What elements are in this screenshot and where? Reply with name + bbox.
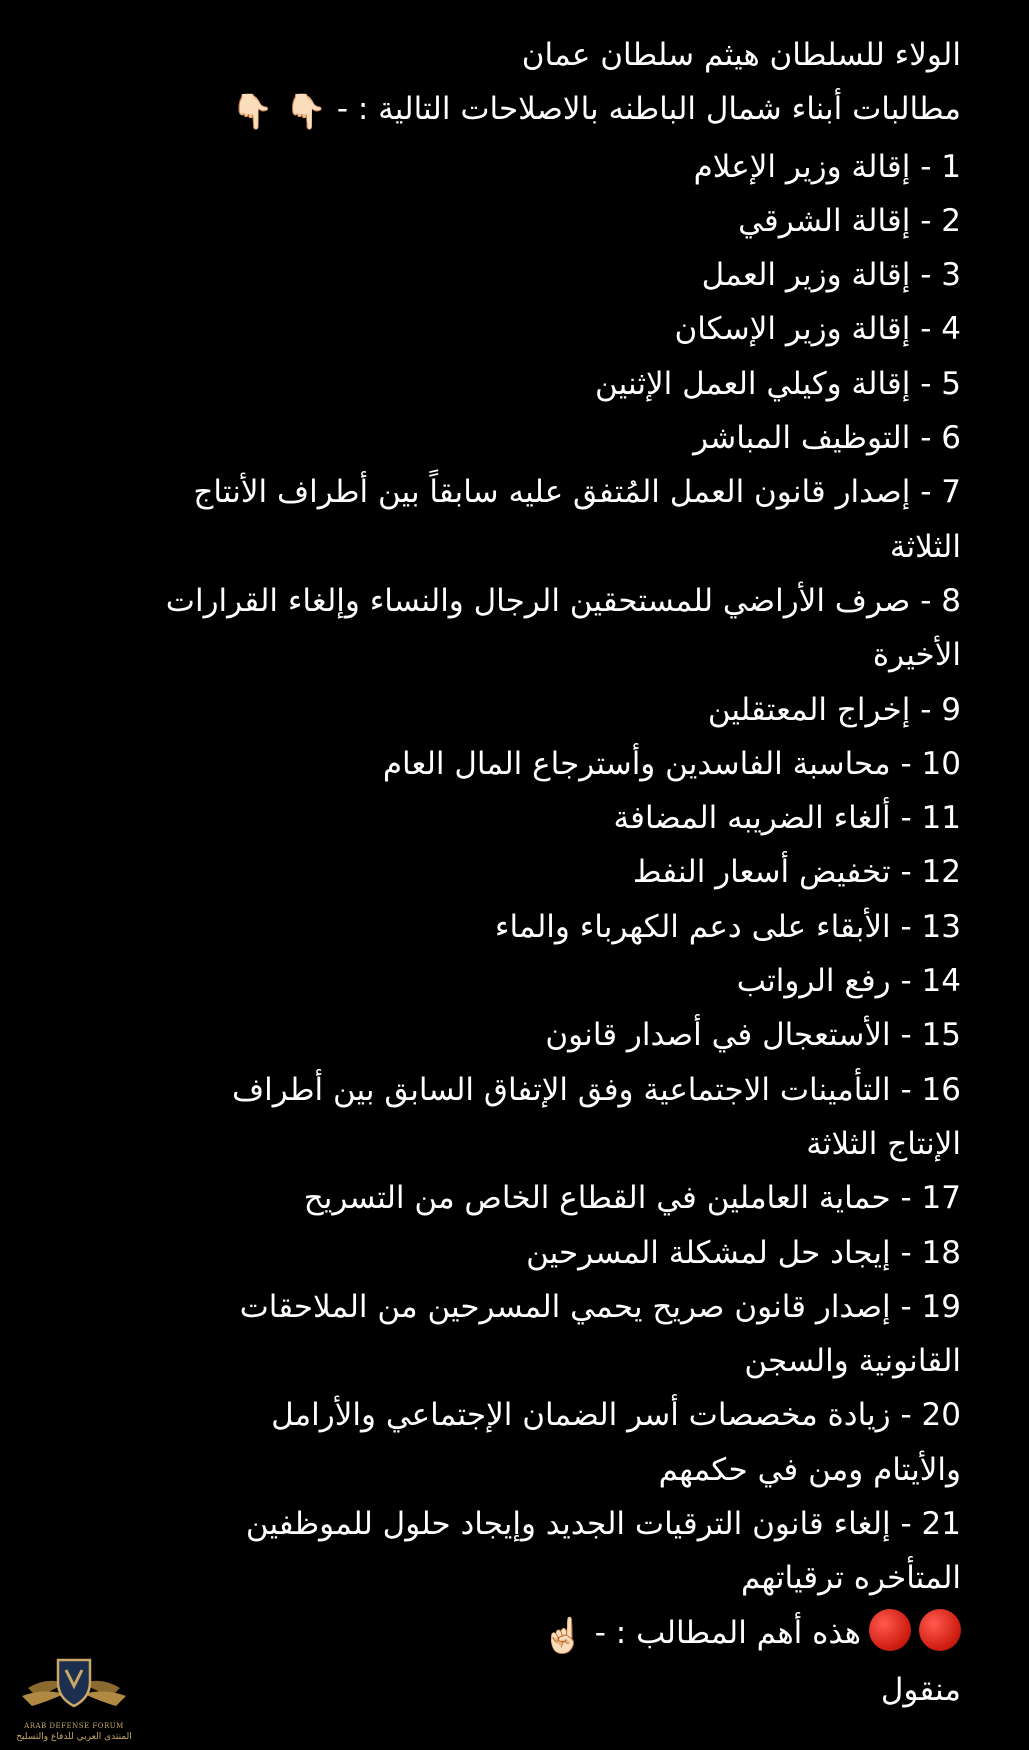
document-heading: الولاء للسلطان هيثم سلطان عمان (521, 37, 961, 73)
intro-text: مطالبات أبناء شمال الباطنه بالاصلاحات التالية : - (336, 91, 961, 128)
demand-line: 10 - محاسبة الفاسدين وأسترجاع المال العام (382, 745, 961, 782)
demand-line: 15 - الأستعجال في أصدار قانون (545, 1017, 961, 1054)
demand-line: الإنتاج الثلاثة (806, 1125, 961, 1162)
arab-defense-forum-logo (8, 1646, 140, 1742)
pointing-up-hand-icon: ☝🏻 (542, 1615, 585, 1656)
source-note: منقول (880, 1671, 961, 1708)
logo-text-arabic: المنتدى العربي للدفاع والتسليح (16, 1732, 132, 1742)
document-body (61, 28, 961, 1717)
demand-line: 13 - الأبقاء على دعم الكهرباء والماء (494, 908, 961, 945)
demand-line: 5 - إقالة وكيلي العمل الإثنين (595, 365, 961, 402)
demands-list (61, 140, 961, 1606)
demand-line: 1 - إقالة وزير الإعلام (693, 148, 961, 185)
closing-text: هذه أهم المطالب : - (594, 1614, 861, 1651)
demand-line: 14 - رفع الرواتب (736, 963, 961, 1000)
demand-line: القانونية والسجن (744, 1343, 961, 1380)
demand-line: 16 - التأمينات الاجتماعية وفق الإتفاق السابق بين أطراف (231, 1071, 961, 1108)
demand-line: 11 - ألغاء الضريبه المضافة (613, 800, 961, 837)
demand-line: 9 - إخراج المعتقلين (707, 691, 961, 728)
demand-line: المتأخره ترقياتهم (740, 1560, 961, 1597)
demand-line: 6 - التوظيف المباشر (693, 420, 961, 457)
demand-line: 12 - تخفيض أسعار النفط (632, 854, 961, 891)
red-circle-icon (869, 1609, 911, 1651)
demand-line: الثلاثة (889, 528, 961, 565)
demand-line: 18 - إيجاد حل لمشكلة المسرحين (526, 1234, 961, 1271)
demand-line: 21 - إلغاء قانون الترقيات الجديد وإيجاد حلول للموظفين (245, 1506, 961, 1543)
demand-line: 19 - إصدار قانون صريح يحمي المسرحين من الملاحقات (239, 1288, 961, 1325)
demand-line: 20 - زيادة مخصصات أسر الضمان الإجتماعي والأرامل (271, 1397, 961, 1434)
shield-wings-icon (8, 1646, 140, 1726)
demand-line: 4 - إقالة وزير الإسكان (674, 311, 961, 348)
red-circle-icon (919, 1609, 961, 1651)
demand-line: 2 - إقالة الشرقي (738, 202, 961, 239)
demand-line: والأيتام ومن في حكمهم (658, 1451, 961, 1488)
demand-line: 17 - حماية العاملين في القطاع الخاص من التسريح (303, 1180, 961, 1217)
logo-text-english: ARAB DEFENSE FORUM (24, 1722, 124, 1730)
intro-line (61, 82, 961, 139)
pointing-down-hands-icon: 👇🏻 👇🏻 (231, 92, 327, 133)
demand-line: الأخيرة (872, 637, 961, 674)
demand-line: 7 - إصدار قانون العمل المُتفق عليه سابقاً بين أطراف الأنتاج (193, 474, 961, 511)
demand-line: 3 - إقالة وزير العمل (701, 257, 961, 294)
closing-line (61, 1606, 961, 1663)
demand-line: 8 - صرف الأراضي للمستحقين الرجال والنساء وإلغاء القرارات (165, 582, 961, 619)
